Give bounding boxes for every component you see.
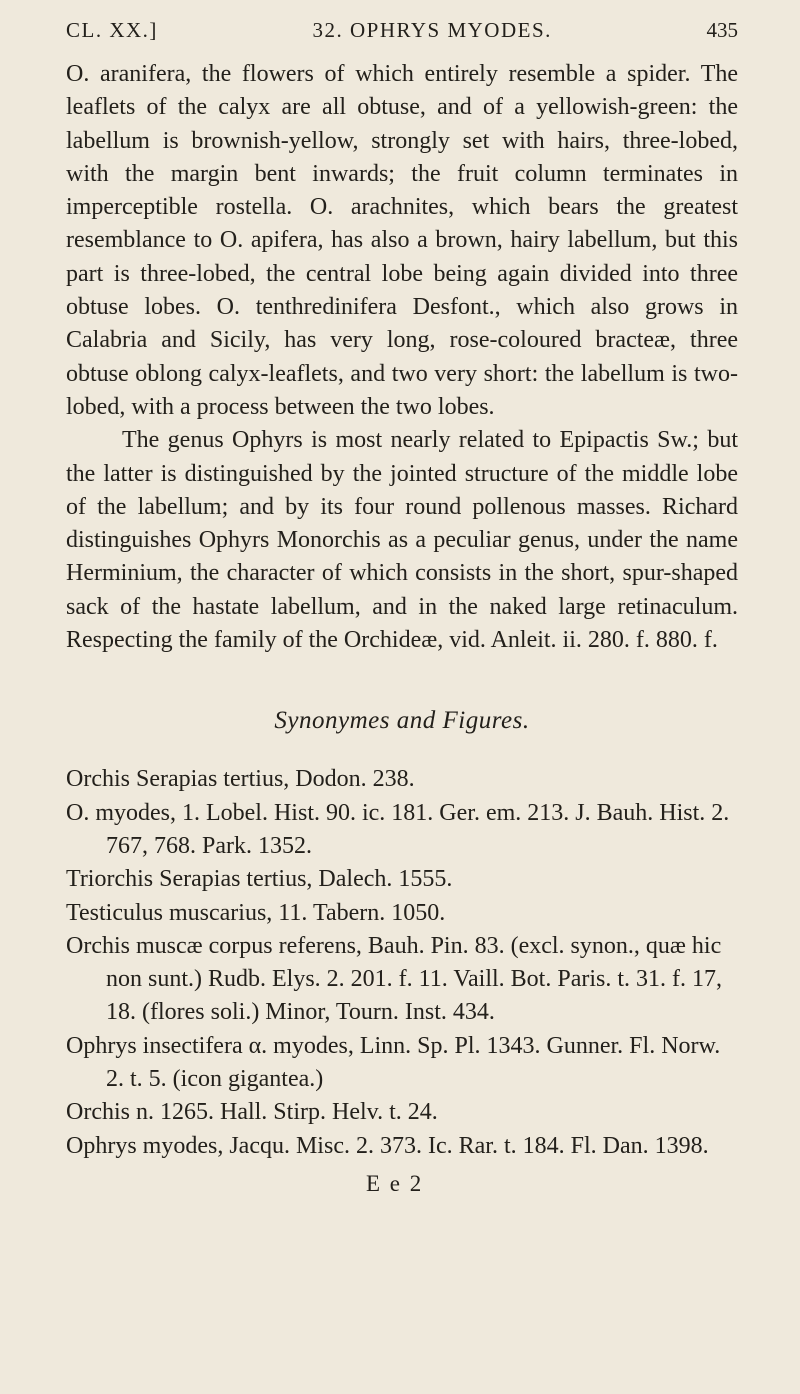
synonyms-heading: Synonymes and Figures. [274, 707, 530, 735]
body-paragraph-1: O. aranifera, the flowers of which entirely resemble a spider. The leaflets of the calyx are all obtuse, and of a yellowish-green: the labellum is brownish-yellow, strongly set with hairs, three-lobed, with the margin bent inwards; the fruit column terminates in imperceptible rostella. O. arachnites, which bears the greatest resemblance to O. apifera, has also a brown, hairy labellum, but this part is three-lobed, the central lobe being again divided into three obtuse lobes. O. tenthredinifera Desfont., which also grows in Calabria and Sicily, has very long, rose-coloured bracteæ, three obtuse oblong calyx-leaflets, and two very short: the labellum is two-lobed, with a process between the two lobes. [66, 61, 738, 420]
synonyms-list [66, 763, 738, 1163]
printer-signature: E e 2 [366, 1170, 424, 1196]
synonym-entry: Orchis muscæ corpus referens, Bauh. Pin. 83. (excl. synon., quæ hic non sunt.) Rudb. Elys. 2. 201. f. 11. Vaill. Bot. Paris. t. 31. f. 17, 18. (flores soli.) Minor, Tourn. Inst. 434. [66, 932, 723, 1026]
synonym-entry: Orchis Serapias tertius, Dodon. 238. [66, 766, 415, 793]
header-title: 32. OPHRYS MYODES. [312, 18, 552, 42]
body-paragraph-2: The genus Ophyrs is most nearly related to Epipactis Sw.; but the latter is distinguished by the jointed structure of the middle lobe of the labellum; and by its four round pollenous masses. Richard distinguishes Ophyrs Monorchis as a peculiar genus, under the name Herminium, the character of which consists in the short, spur-shaped sack of the hastate labellum, and in the naked large retinaculum. Respecting the family of the Orchideæ, vid. Anleit. ii. 280. f. 880. f. [66, 427, 738, 654]
synonym-entry: Ophrys myodes, Jacqu. Misc. 2. 373. Ic. Rar. t. 184. Fl. Dan. 1398. [66, 1132, 709, 1159]
synonym-entry: O. myodes, 1. Lobel. Hist. 90. ic. 181. Ger. em. 213. J. Bauh. Hist. 2. 767, 768. Park. 1352. [66, 799, 730, 859]
synonym-entry: Orchis n. 1265. Hall. Stirp. Helv. t. 24. [66, 1099, 438, 1126]
synonym-entry: Triorchis Serapias tertius, Dalech. 1555. [66, 866, 453, 893]
synonym-entry: Ophrys insectifera α. myodes, Linn. Sp. Pl. 1343. Gunner. Fl. Norw. 2. t. 5. (icon gigantea.) [66, 1032, 721, 1093]
page-number: 435 [706, 18, 738, 42]
header-section: CL. XX.] [66, 18, 158, 42]
synonym-entry: Testiculus muscarius, 11. Tabern. 1050. [66, 899, 446, 926]
running-header [66, 18, 738, 58]
